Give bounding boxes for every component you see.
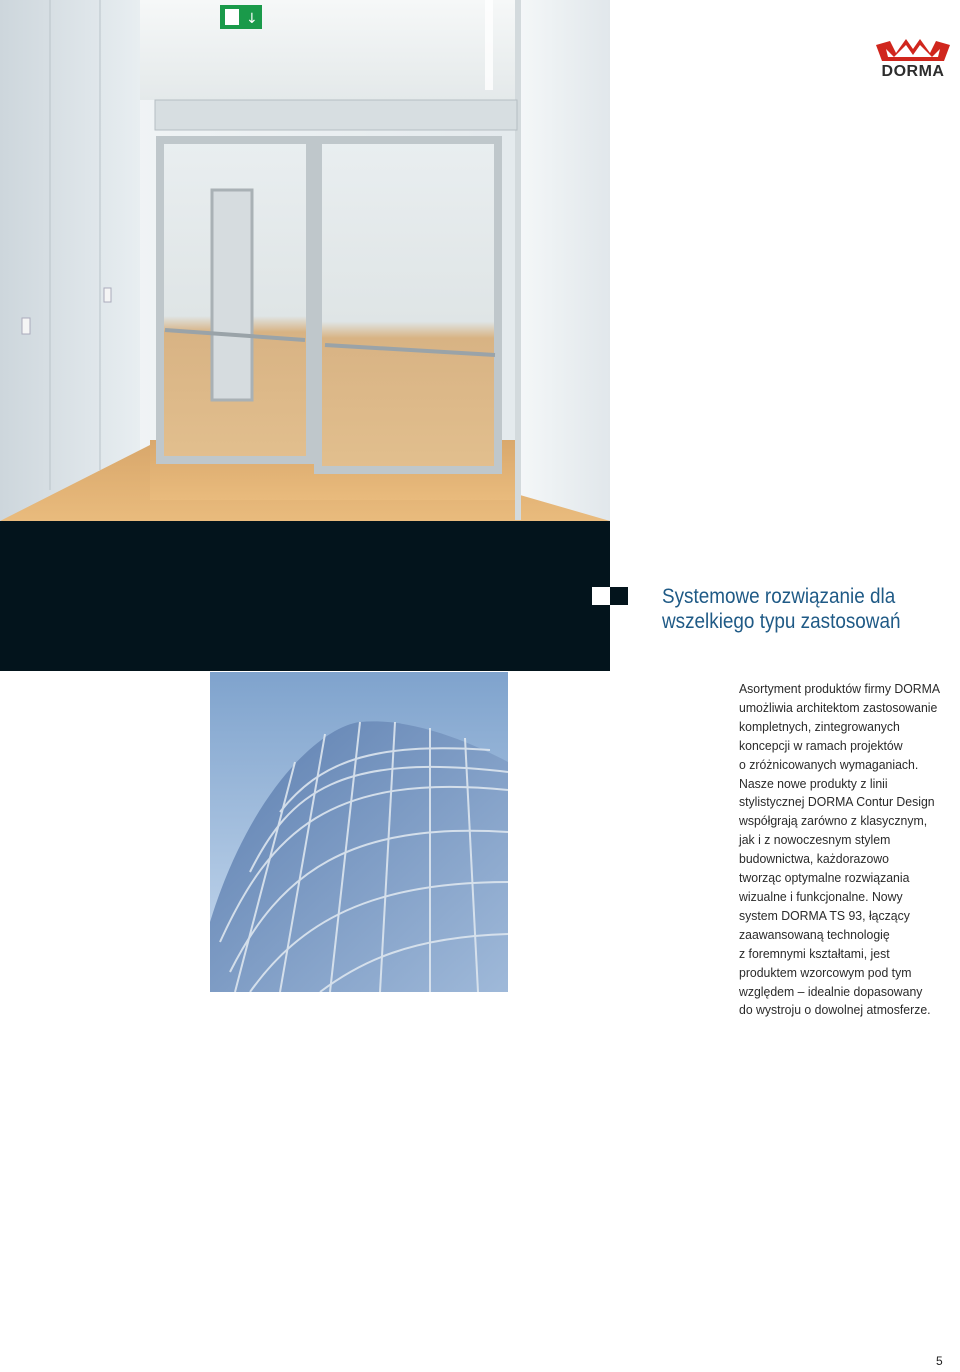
section-title (662, 584, 923, 634)
section-title-line2: wszelkiego typu zastosowań (662, 610, 901, 633)
section-title-line1: Systemowe rozwiązanie dla (662, 585, 896, 608)
dorma-logo (872, 35, 954, 81)
door-illustration (0, 0, 610, 521)
body-paragraph: Asortyment produktów firmy DORMA umożliwia architektom zastosowanie kompletnych, zintegrowanych koncepcji w ramach projektów o zróżnicowanych wymaganiach. Nasze nowe produkty z linii stylistycznej DORMA Contur Design współgrają zarówno z klasycznym, jak i z nowoczesnym stylem budownictwa, każdorazowo tworząc optymalne rozwiązania wizualne i funkcjonalne. Nowy system DORMA TS 93, łączący zaawansowaną technologię z foremnymi kształtami, jest produktem wzorcowym pod tym względem – idealnie dopasowany do wystroju o dowolnej atmosferze. (739, 681, 941, 1018)
logo-wordmark: DORMA (881, 63, 945, 80)
side-photo (210, 672, 508, 992)
page-number: 5 (936, 1354, 943, 1368)
title-band (0, 521, 610, 671)
square-ornament-icon (592, 587, 628, 605)
facade-illustration (210, 672, 508, 992)
crown-icon (872, 35, 954, 65)
svg-text:↓: ↓ (246, 11, 258, 27)
header-photo (0, 0, 610, 521)
